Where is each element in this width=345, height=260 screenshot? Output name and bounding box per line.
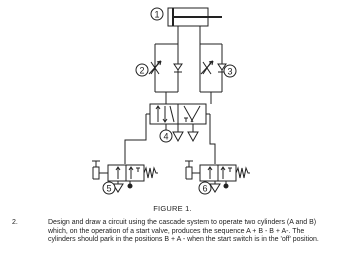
push-button-valve-left xyxy=(92,161,158,192)
question-text: Design and draw a circuit using the cascade system to operate two cylinders (A and B) which, on the operation of a start valve, produces the sequence A + B - B + A-. The cylinders should park in the positions B + A - when the start switch is in the 'off' position. xyxy=(48,219,319,244)
cylinder-label xyxy=(151,8,163,20)
five-two-directional-valve xyxy=(146,104,210,141)
flow-control-right-label xyxy=(224,65,236,77)
svg-text:3: 3 xyxy=(227,66,233,77)
directional-valve-label xyxy=(160,130,172,142)
svg-text:4: 4 xyxy=(163,131,169,142)
flow-control-left-label xyxy=(136,64,148,76)
flow-control-valve-right xyxy=(200,44,226,92)
push-button-valve-right-label xyxy=(199,182,211,194)
svg-text:6: 6 xyxy=(202,183,208,194)
push-button-valve-left-label xyxy=(103,182,115,194)
svg-text:1: 1 xyxy=(154,9,160,20)
push-button-valve-right xyxy=(185,161,250,192)
figure-caption: FIGURE 1. xyxy=(153,204,192,213)
double-acting-cylinder xyxy=(168,8,222,40)
question-number: 2. xyxy=(12,219,18,226)
svg-text:2: 2 xyxy=(139,65,145,76)
svg-text:5: 5 xyxy=(106,183,112,194)
flow-control-valve-left xyxy=(149,44,182,92)
